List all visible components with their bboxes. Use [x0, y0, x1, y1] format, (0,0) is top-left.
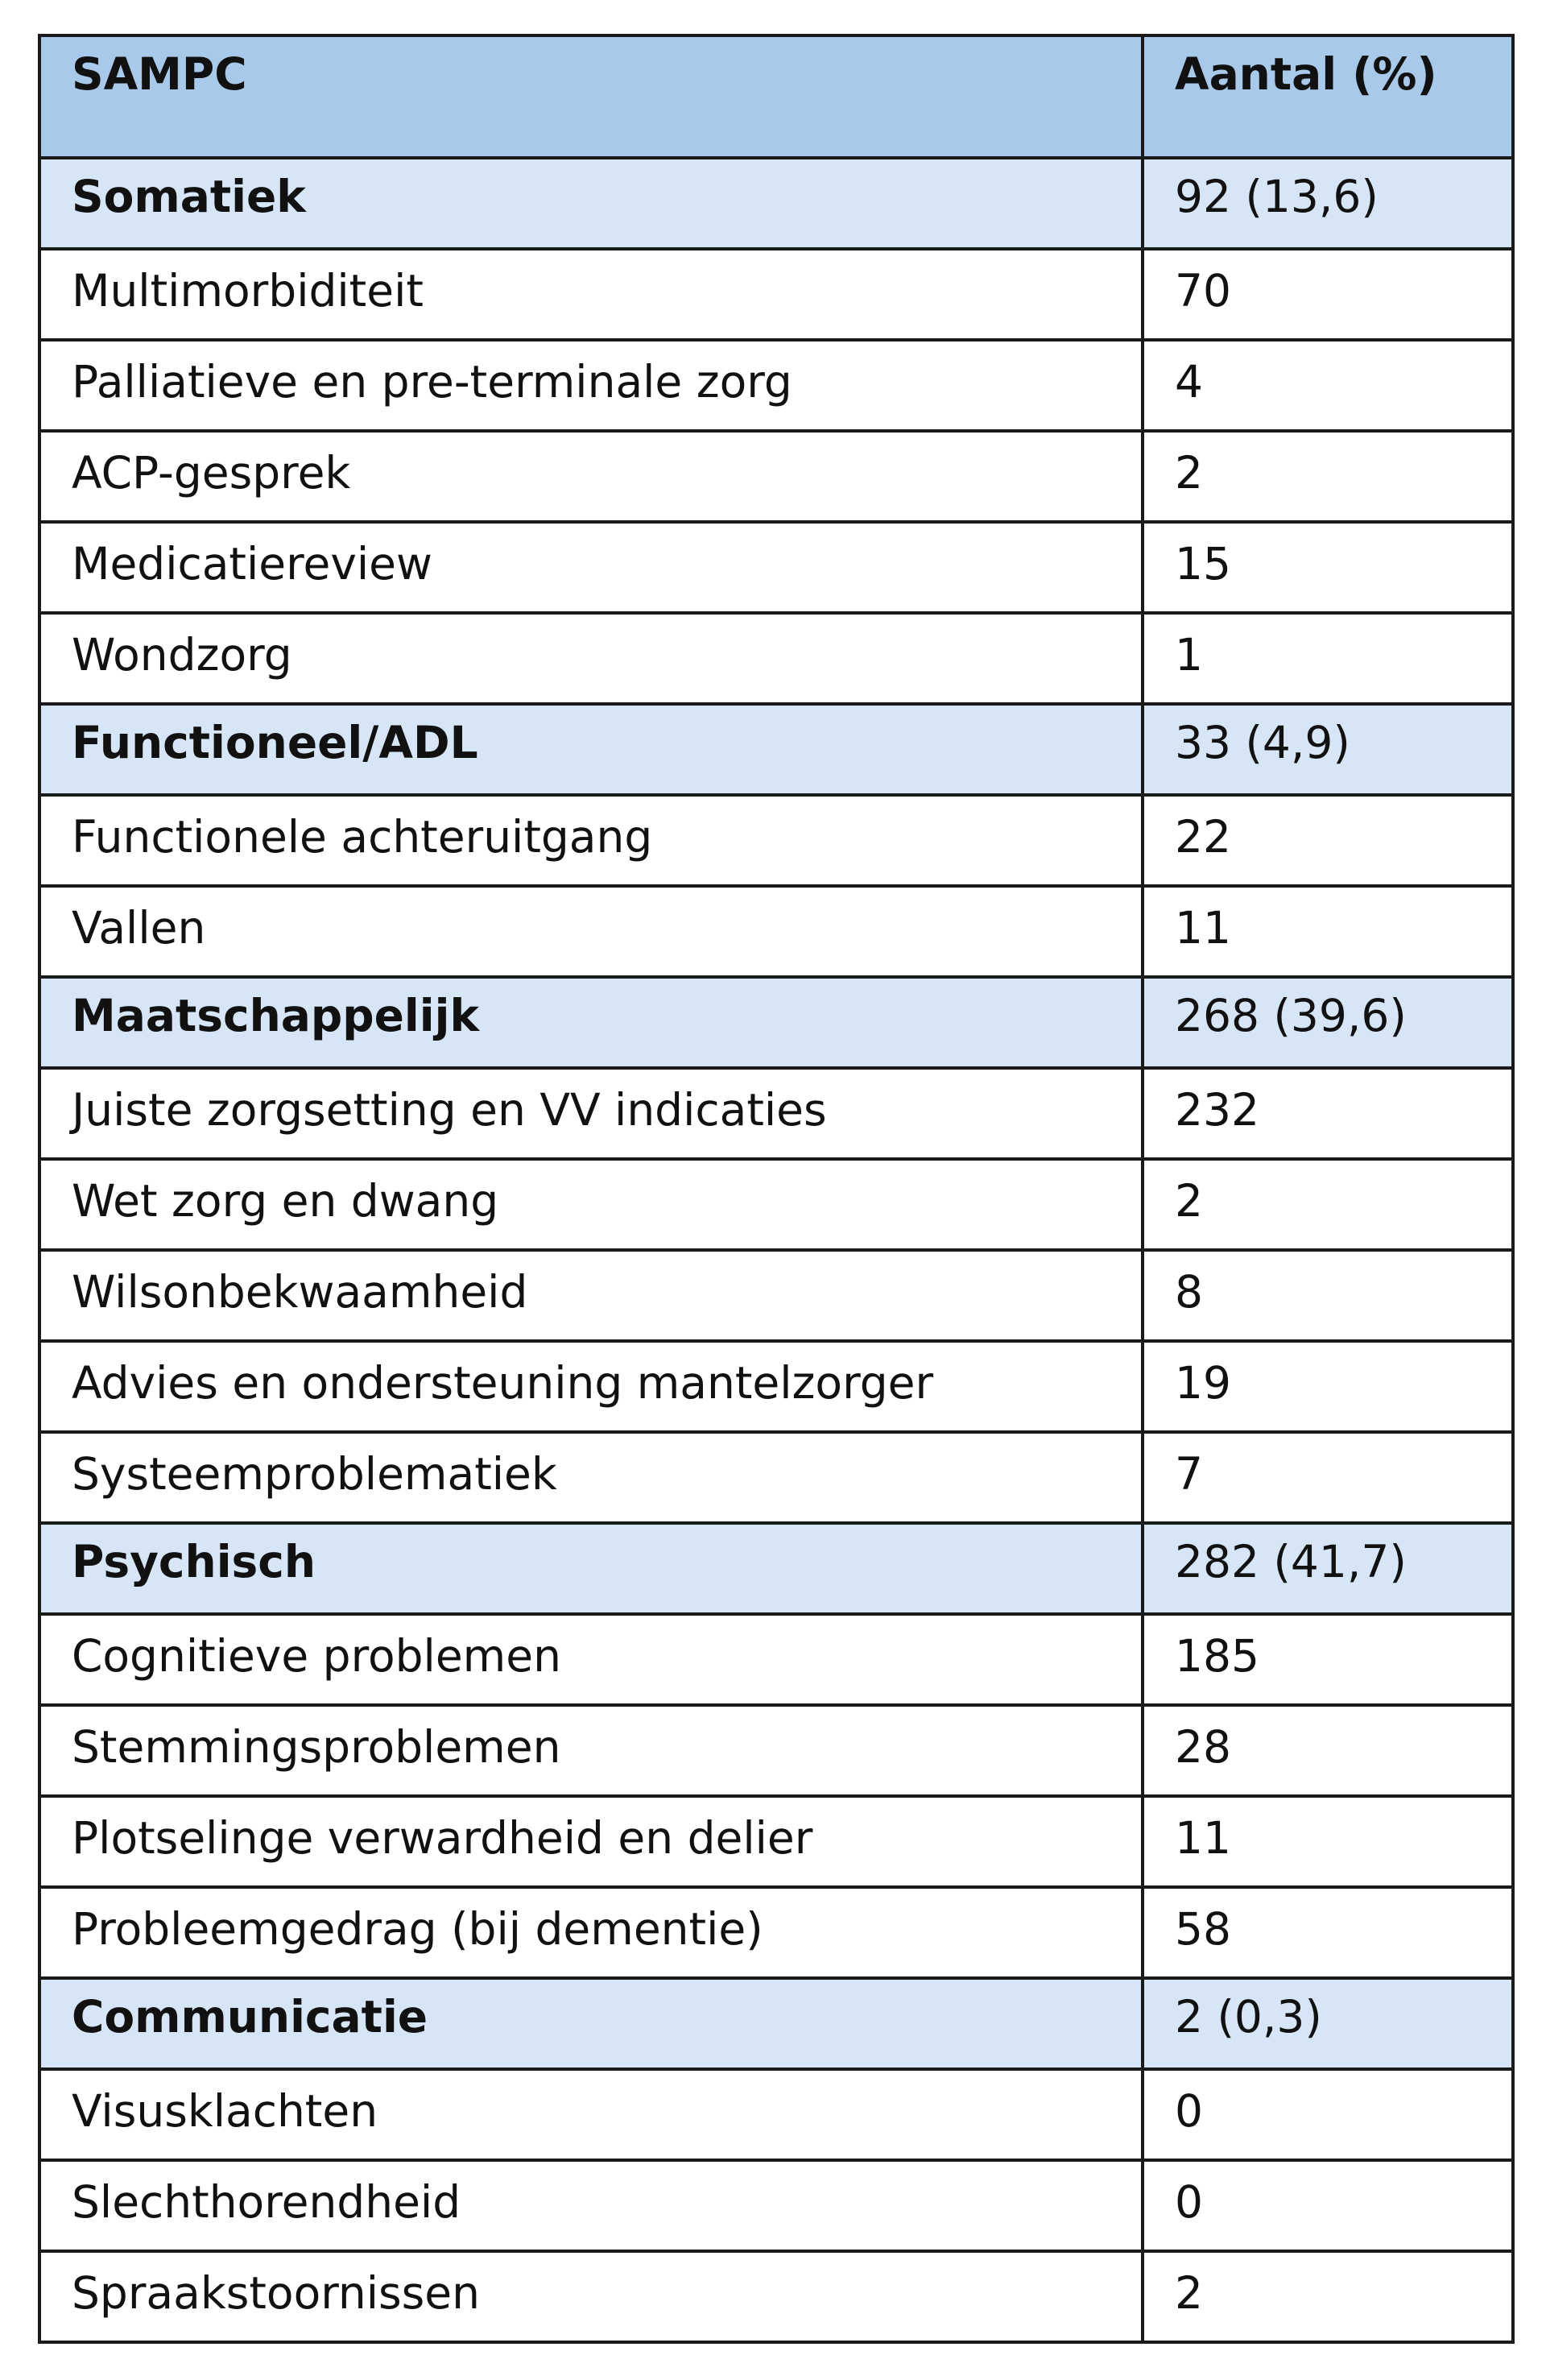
category-row — [39, 977, 1513, 1068]
item-count: 0 — [1143, 2069, 1513, 2160]
category-count: 33 (4,9) — [1143, 704, 1513, 795]
category-row — [39, 704, 1513, 795]
item-label: Systeemproblematiek — [39, 1432, 1143, 1523]
item-count: 11 — [1143, 886, 1513, 977]
table-row — [39, 340, 1513, 431]
item-label: Functionele achteruitgang — [39, 795, 1143, 886]
item-label: Wondzorg — [39, 613, 1143, 704]
table-row — [39, 2251, 1513, 2342]
table-row — [39, 795, 1513, 886]
item-label: ACP-gesprek — [39, 431, 1143, 522]
item-label: Plotselinge verwardheid en delier — [39, 1796, 1143, 1887]
column-header-sampc: SAMPC — [39, 35, 1143, 158]
item-count: 2 — [1143, 2251, 1513, 2342]
table-row — [39, 613, 1513, 704]
item-label: Slechthorendheid — [39, 2160, 1143, 2251]
table-row — [39, 1068, 1513, 1159]
category-count: 92 (13,6) — [1143, 158, 1513, 249]
table-row — [39, 886, 1513, 977]
item-count: 1 — [1143, 613, 1513, 704]
item-count: 58 — [1143, 1887, 1513, 1978]
item-count: 11 — [1143, 1796, 1513, 1887]
item-label: Wet zorg en dwang — [39, 1159, 1143, 1250]
category-label: Functioneel/ADL — [39, 704, 1143, 795]
table-header-row — [39, 35, 1513, 158]
item-label: Cognitieve problemen — [39, 1614, 1143, 1705]
sampc-table — [38, 34, 1515, 2344]
item-label: Spraakstoornissen — [39, 2251, 1143, 2342]
category-label: Somatiek — [39, 158, 1143, 249]
table-body — [39, 158, 1513, 2342]
table-row — [39, 1250, 1513, 1341]
category-count: 2 (0,3) — [1143, 1978, 1513, 2069]
item-label: Stemmingsproblemen — [39, 1705, 1143, 1796]
table-row — [39, 1614, 1513, 1705]
category-count: 282 (41,7) — [1143, 1523, 1513, 1614]
item-count: 15 — [1143, 522, 1513, 613]
item-count: 8 — [1143, 1250, 1513, 1341]
category-row — [39, 1523, 1513, 1614]
table-row — [39, 522, 1513, 613]
table-row — [39, 1705, 1513, 1796]
item-count: 4 — [1143, 340, 1513, 431]
item-label: Visusklachten — [39, 2069, 1143, 2160]
category-label: Psychisch — [39, 1523, 1143, 1614]
item-label: Advies en ondersteuning mantelzorger — [39, 1341, 1143, 1432]
item-label: Multimorbiditeit — [39, 249, 1143, 340]
item-count: 0 — [1143, 2160, 1513, 2251]
item-label: Probleemgedrag (bij dementie) — [39, 1887, 1143, 1978]
table-row — [39, 2160, 1513, 2251]
item-count: 232 — [1143, 1068, 1513, 1159]
item-count: 22 — [1143, 795, 1513, 886]
item-label: Palliatieve en pre-terminale zorg — [39, 340, 1143, 431]
table-row — [39, 2069, 1513, 2160]
column-header-aantal: Aantal (%) — [1143, 35, 1513, 158]
item-count: 70 — [1143, 249, 1513, 340]
category-count: 268 (39,6) — [1143, 977, 1513, 1068]
table-row — [39, 1341, 1513, 1432]
table-row — [39, 431, 1513, 522]
item-label: Vallen — [39, 886, 1143, 977]
table-row — [39, 1796, 1513, 1887]
category-row — [39, 1978, 1513, 2069]
item-label: Wilsonbekwaamheid — [39, 1250, 1143, 1341]
table-row — [39, 249, 1513, 340]
category-label: Communicatie — [39, 1978, 1143, 2069]
item-count: 185 — [1143, 1614, 1513, 1705]
item-count: 28 — [1143, 1705, 1513, 1796]
table-row — [39, 1432, 1513, 1523]
item-count: 7 — [1143, 1432, 1513, 1523]
item-count: 2 — [1143, 1159, 1513, 1250]
category-label: Maatschappelijk — [39, 977, 1143, 1068]
item-label: Juiste zorgsetting en VV indicaties — [39, 1068, 1143, 1159]
item-count: 19 — [1143, 1341, 1513, 1432]
table-row — [39, 1159, 1513, 1250]
item-label: Medicatiereview — [39, 522, 1143, 613]
table-row — [39, 1887, 1513, 1978]
item-count: 2 — [1143, 431, 1513, 522]
category-row — [39, 158, 1513, 249]
